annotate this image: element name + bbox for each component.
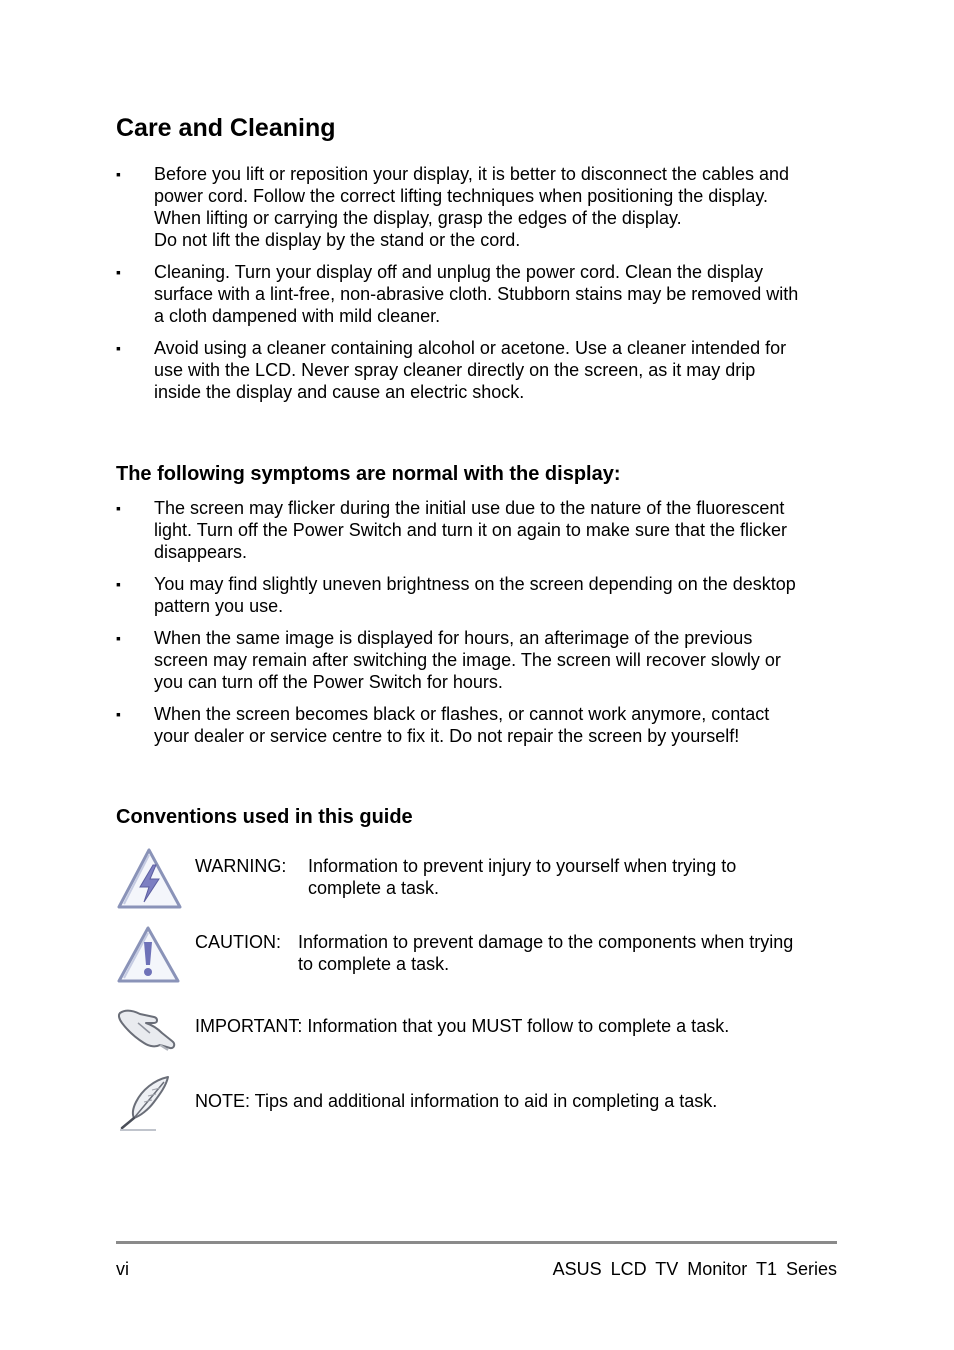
product-name: ASUS LCD TV Monitor T1 Series bbox=[552, 1259, 837, 1279]
conventions-heading: Conventions used in this guide bbox=[116, 806, 413, 828]
list-item: ▪ You may find slightly uneven brightness on the screen depending on the desktop pattern you use. bbox=[116, 574, 796, 616]
warning-label: WARNING: bbox=[195, 856, 287, 876]
symptoms-heading: The following symptoms are normal with the display: bbox=[116, 463, 621, 485]
important-text: IMPORTANT: Information that you MUST follow to complete a task. bbox=[195, 1016, 730, 1036]
list-item: ▪ The screen may flicker during the initial use due to the nature of the fluorescent light. Turn off the Power Switch and turn it on again to make sure that the flicker disappears. bbox=[116, 498, 788, 562]
bullet: ▪ bbox=[116, 500, 121, 516]
footer-divider bbox=[116, 1241, 837, 1244]
list-item: ▪ Cleaning. Turn your display off and unplug the power cord. Clean the display surface with a lint-free, non-abrasive cloth. Stubborn stains may be removed with a cloth dampened with mild cleaner. bbox=[116, 262, 799, 326]
bullet: ▪ bbox=[116, 264, 121, 280]
page-number: vi bbox=[116, 1259, 129, 1279]
care-cleaning-list bbox=[116, 163, 846, 413]
pointing-hand-icon bbox=[116, 1003, 180, 1058]
warning-convention: WARNING: Information to prevent injury to yourself when trying to complete a task. bbox=[116, 847, 846, 913]
symptoms-list bbox=[116, 497, 846, 757]
care-cleaning-heading: Care and Cleaning bbox=[116, 114, 336, 142]
list-item: ▪ When the screen becomes black or flashes, or cannot work anymore, contact your dealer or service centre to fix it. Do not repair the screen by yourself! bbox=[116, 704, 770, 746]
bullet: ▪ bbox=[116, 340, 121, 356]
list-item: ▪ Avoid using a cleaner containing alcohol or acetone. Use a cleaner intended for use with the LCD. Never spray cleaner directly on the screen, as it may drip inside the display and cause an electric shock. bbox=[116, 338, 787, 402]
note-text: NOTE: Tips and additional information to aid in completing a task. bbox=[195, 1091, 718, 1111]
bullet: ▪ bbox=[116, 630, 121, 646]
important-convention bbox=[116, 1003, 846, 1053]
quill-pen-icon bbox=[116, 1074, 180, 1137]
caution-label: CAUTION: bbox=[195, 932, 282, 952]
bullet: ▪ bbox=[116, 166, 121, 182]
caution-convention: CAUTION: Information to prevent damage to the components when trying to complete a task. bbox=[116, 925, 846, 985]
note-convention bbox=[116, 1074, 846, 1132]
caution-exclamation-icon bbox=[116, 925, 182, 990]
list-item: ▪ When the same image is displayed for hours, an afterimage of the previous screen may remain after switching the image. The screen will recover slowly or you can turn off the Power Switch for hours. bbox=[116, 628, 781, 692]
warning-lightning-icon bbox=[116, 847, 184, 916]
list-item: ▪ Before you lift or reposition your display, it is better to disconnect the cables and power cord. Follow the correct lifting techniques when positioning the display. When lifting or carrying the display, grasp the edges of the display. Do not lift the display by the stand or the cord. bbox=[116, 164, 790, 250]
bullet: ▪ bbox=[116, 576, 121, 592]
bullet: ▪ bbox=[116, 706, 121, 722]
